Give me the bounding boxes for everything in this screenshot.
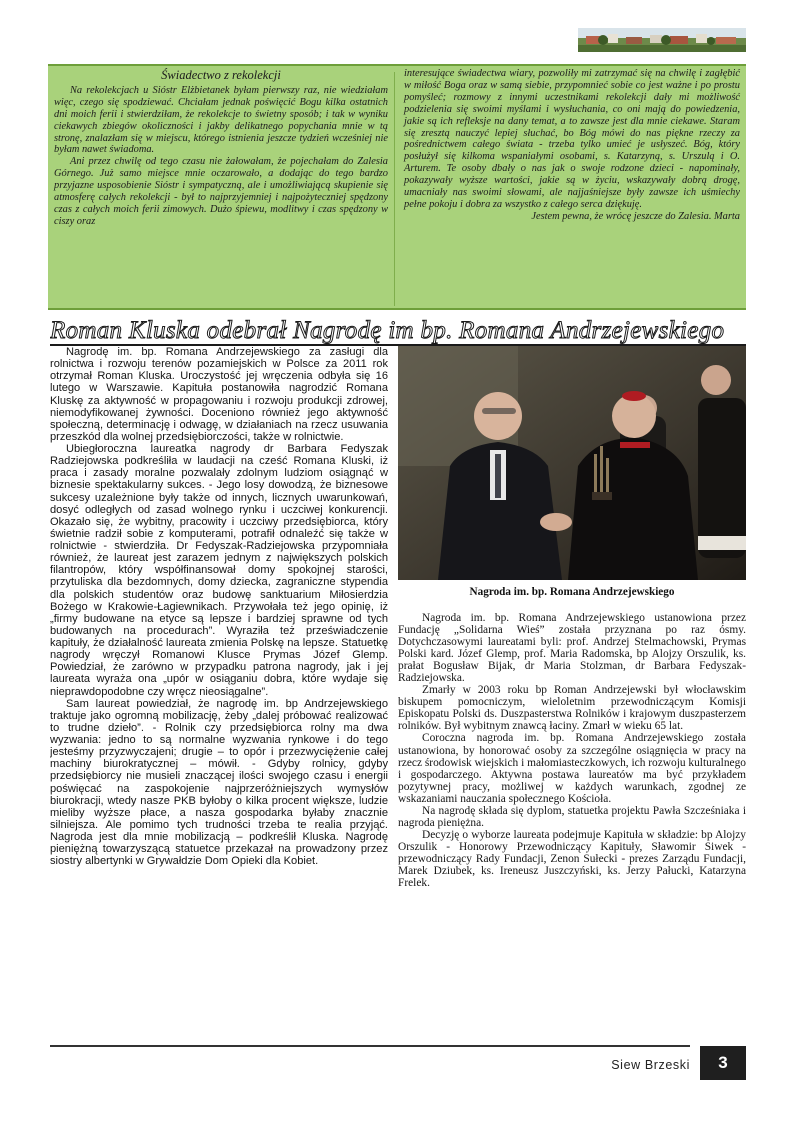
article-paragraph: Ubiegłoroczna laureatka nagrody dr Barbara Fedyszak Radziejowska podkreśliła w laudacji na cześć Romana Kluski, iż praca i zasady moralne pozwalały zdolnym ludziom osiągnąć w biznesie spektakularny sukces. - Jego losy dowodzą, że biznesowe sukcesy uzależnione były także od innych, licznych uwarunkowań, dosyć odległych od zasad wolnego rynku i uczciwej konkurencji. Okazało się, że wybitny, pracowity i uczciwy przedsiębiorca, który świetnie radził sobie z komputerami, potrafił odnaleźć się także w rolnictwie - stwierdziła. Dr Fedyszak-Radziejowska przypomniała również, że laureat jest zarazem jednym z największych polskich filantropów, który współfinansował domy spokojnej starości, przytuliska dla bezdomnych, domy dziecka, zagraniczne stypendia dla polskich studentów oraz budowę sanktuarium Miłosierdzia Bożego w Krakowie-Łagiewnikach. Przywołała też jego opinię, iż „firmy budowane na etyce są lepsze i bardziej sprawne od tych budowanych na procedurach”. Wyraziła też przeświadczenie kapituły, że działalność laureata zmienia Polskę na lepsze. Statuetkę nagrody wręczył Romanowi Klusce Prymas Józef Glemp. Powiedział, że zarówno w przypadku patrona nagrody, jak i jej laureata wyraża ona „upór w osiąganiu dobra, które wydaje się nieprawdopodobne czy wręcz nieosiągalne”. bbox=[50, 443, 388, 698]
testimony-title: Świadectwo z rekolekcji bbox=[161, 68, 281, 82]
article-paragraph: Zmarły w 2003 roku bp Roman Andrzejewski był włocławskim biskupem pomocniczym, wieloletnim przewodniczącym Komisji Episkopatu Polski ds. Duszpasterstwa Rolników i krajowym duszpasterzem rolników. Był wybitnym znawcą łaciny. Zmarł w wieku 65 lat. bbox=[398, 684, 746, 733]
photo-caption: Nagroda im. bp. Romana Andrzejewskiego bbox=[469, 586, 675, 598]
article-paragraph: Coroczna nagroda im. bp. Romana Andrzejewskiego została ustanowiona, by honorować osoby za szczególne osiągnięcia w pracy na rzecz środowisk wiejskich i małomiasteczkowych, ich rozwoju kulturalnego i gospodarczego. Aktywna postawa laureatów ma być przykładem pozytywnej pracy, możliwej w każdych warunkach, zgodnej ze wskazaniami nauczania społecznego Kościoła. bbox=[398, 732, 746, 805]
article-paragraph: Decyzję o wyborze laureata podejmuje Kapituła w składzie: bp Alojzy Orszulik - Honorowy Przewodniczący Kapituły, Sławomir Siwek - przewodniczący Rady Fundacji, Zenon Sułecki - prezes Zarządu Fundacji, Marek Dziubek, ks. Ireneusz Juszczyński, ks. Jerzy Pałucki, Katarzyna Frelek. bbox=[398, 828, 746, 890]
testimony-paragraph: Na rekolekcjach u Sióstr Elżbietanek byłam pierwszy raz, nie wiedziałam więc, czego się spodziewać. Chciałam jednak poświęcić Bogu kilka ostatnich dni moich ferii i stwierdziłam, że rekolekcje to świetny sposób; i tak w wyniku ciekawych zbiegów okoliczności i jakby delikatnego popychania mnie w tą stronę, znalazłam się w miejscu, którego istnienia jeszcze tydzień wcześniej nie byłam nawet świadoma. bbox=[54, 84, 388, 156]
testimony-paragraph: Ani przez chwilę od tego czasu nie żałowałam, że pojechałam do Zalesia Górnego. Już samo miejsce mnie oczarowało, a dodając do tego bardzo przyjazne usposobienie Sióstr i sympatyczną, ale i umożliwiającą skupienie się atmosferę całych rekolekcji - był to najprzyjemniej i najpożyteczniej spędzony czas z całych moich ferii zimowych. Dużo śpiewu, modlitwy i czas spędzony w ciszy oraz bbox=[54, 156, 388, 227]
award-ceremony-photo bbox=[398, 346, 746, 580]
testimony-box bbox=[48, 64, 746, 310]
article-paragraph: Na nagrodę składa się dyplom, statuetka projektu Pawła Szcześniaka i nagroda pieniężna. bbox=[398, 804, 746, 829]
page-number: 3 bbox=[700, 1046, 746, 1080]
article-right-column bbox=[398, 612, 746, 1040]
publication-name: Siew Brzeski bbox=[611, 1058, 690, 1072]
article-paragraph: Nagrodę im. bp. Romana Andrzejewskiego za zasługi dla rolnictwa i rozwoju terenów pozamiejskich w Polsce za 2011 rok otrzymał Roman Kluska. Uroczystość jej wręczenia odbyła się 16 lutego w Warszawie. Kapituła postanowiła nagrodzić Romana Kluskę za aktywność w propagowaniu i rozwoju produkcji zdrowej, niemodyfikowanej żywności. Doceniono również jego aktywność społeczną, determinację i odwagę, w działaniach na rzecz usuwania przeszkód dla wolnej przedsiębiorczości, także w rolnictwie. bbox=[50, 346, 388, 443]
testimony-left-column bbox=[54, 70, 388, 228]
footer-rule bbox=[50, 1045, 690, 1047]
column-divider bbox=[394, 72, 395, 306]
header-landscape-photo bbox=[578, 28, 746, 52]
testimony-signature: Jestem pewna, że wrócę jeszcze do Zalesia. Marta bbox=[531, 210, 740, 222]
testimony-paragraph: interesujące świadectwa wiary, pozwoliły mi zatrzymać się na chwilę i zagłębić w miłość Boga oraz w samą siebie, przypomnieć sobie co jest ważne i po prostu pomyśleć; rozmowy z innymi uczestnikami rekolekcji dały mi możliwość podzielenia się swoimi myślami i wysłuchania, co oni mają do powiedzenia, jakie są ich refleksje na dany temat, a to zawsze jest dla mnie ciekawe. Staram się zresztą nauczyć lepiej słuchać, bo Bóg mówi do nas piękne rzeczy za pośrednictwem całego świata - trzeba tylko umieć je usłyszeć. Bóg, który posłużył się kilkoma wspaniałymi osobami, s. Katarzyną, s. Urszulą i O. Arturem. Te osoby dbały o nas jak o swoje rodzone dzieci - napominały, pokazywały wyższe wartości, jakie są w życiu, wskazywały dobrą drogę, umacniały nas swoimi słowami, ale najjaśniejsze były zawsze ich uśmiechy pełne pokoju i dobra za wszystko z całego serca dziękuję. bbox=[404, 68, 740, 210]
article-paragraph: Sam laureat powiedział, że nagrodę im. bp Andrzejewskiego traktuje jako ogromną mobilizację, żeby „dalej próbować realizować to trudne dzieło”. - Rolnik czy przedsiębiorca rolny ma dwa wyzwania: jedno to są normalne wyzwania rynkowe i do tego jesteśmy przyzwyczajeni; drugie – to opór i przezwyciężenie całej machiny biurokratycznej – mówił. - Gdyby rolnicy, gdyby przedsiębiorcy nie musieli znaczącej ilości swojego czasu i energii poświęcać na zaspokojenie najprzeróżniejszych wymysłów biurokracji, wtedy nasze PKB byłoby o kilka procent większe, ludzie mieliby wyższe płace, a nasza gospodarka byłaby znacznie silniejsza. Ale pomimo tych trudności trzeba te realia przyjąć. Nagroda jest dla mnie mobilizacją – podkreślił Kluska. Nagrodę pieniężną towarzyszącą statuetce przekazał na prowadzony przez siostry albertynki w Grywałdzie Dom Opieki dla Kobiet. bbox=[50, 697, 388, 868]
article-paragraph: Nagroda im. bp. Romana Andrzejewskiego ustanowiona przez Fundację „Solidarna Wieś” została przyznana po raz ósmy. Dotychczasowymi laureatami byli: prof. Andrzej Stelmachowski, Prymas Polski kard. Józef Glemp, prof. Maria Radomska, bp Alojzy Orszulik, ks. prałat Bogusław Bijak, dr Maria Stolzman, dr Barbara Fedyszak-Radziejowska. bbox=[398, 612, 746, 685]
article-headline: Roman Kluska odebrał Nagrodę im bp. Romana Andrzejewskiego bbox=[50, 316, 746, 346]
testimony-right-column bbox=[404, 68, 740, 223]
article-left-column bbox=[50, 346, 388, 1034]
